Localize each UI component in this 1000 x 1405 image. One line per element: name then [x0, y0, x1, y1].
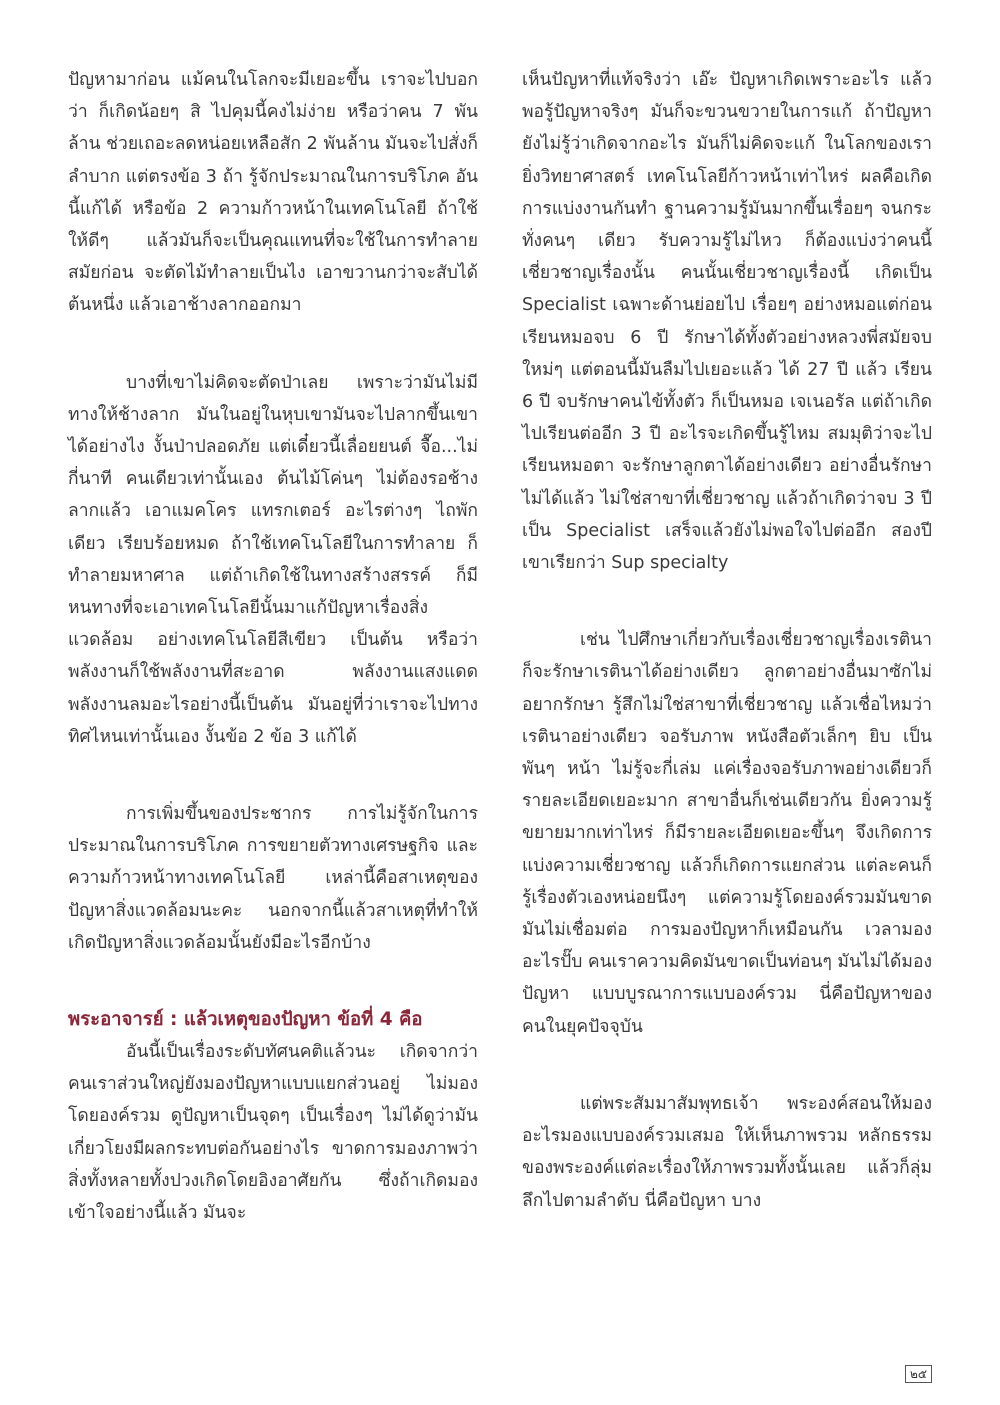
paragraph: บางที่เขาไม่คิดจะตัดป่าเลย เพราะว่ามันไม่มีทางให้ช้างลาก มันในอยู่ในหุบเขามันจะไปลากขึ้นเขาได้อย่างไง งั้นป่าปลอดภัย แต่เดี๋ยวนี้เลื่อยยนต์ จื๊อ...ไม่กี่นาที คนเดียวเท่านั้นเอง ต้นไม้โค่นๆ ไม่ต้องรอช้างลากแล้ว เอาแมคโคร แทรกเตอร์ อะไรต่างๆ ไถพักเดียว เรียบร้อยหมด ถ้าใช้เทคโนโลยีในการทำลาย ก็ทำลายมหาศาล แต่ถ้าเกิดใช้ในทางสร้างสรรค์ ก็มีหนทางที่จะเอาเทคโนโลยีนั้นมาแก้ปัญหาเรื่องสิ่งแวดล้อม อย่างเทคโนโลยีสีเขียว เป็นต้น หรือว่าพลังงานก็ใช้พลังงานที่สะอาด พลังงานแสงแดด พลังงานลมอะไรอย่างนี้เป็นต้น มันอยู่ที่ว่าเราจะไปทางทิศไหนเท่านั้นเอง งั้นข้อ 2 ข้อ 3 แก้ได้ [68, 372, 478, 747]
paragraph: เห็นปัญหาที่แท้จริงว่า เอ๊ะ ปัญหาเกิดเพราะอะไร แล้วพอรู้ปัญหาจริงๆ มันก็จะขวนขวายในการแก้ ถ้าปัญหายังไม่รู้ว่าเกิดจากอะไร มันก็ไม่คิดจะแก้ ในโลกของเรายิ่งวิทยาศาสตร์ เทคโนโลยีก้าวหน้าเท่าไหร่ ผลคือเกิดการแบ่งงานกันทำ ฐานความรู้มันมากขึ้นเรื่อยๆ จนกระทั่งคนๆ เดียว รับความรู้ไม่ไหว ก็ต้องแบ่งว่าคนนี้เชี่ยวชาญเรื่องนั้น คนนั้นเชี่ยวชาญเรื่องนี้ เกิดเป็น Specialist เฉพาะด้านย่อยไป เรื่อยๆ อย่างหมอแต่ก่อนเรียนหมอจบ 6 ปี รักษาได้ทั้งตัวอย่างหลวงพี่สมัยจบใหม่ๆ แต่ตอนนี้มันลืมไปเยอะแล้ว ได้ 27 ปี แล้ว เรียน 6 ปี จบรักษาคนไข้ทั้งตัว ก็เป็นหมอ เจเนอรัล แต่ถ้าเกิดไปเรียนต่ออีก 3 ปี อะไรจะเกิดขึ้นรู้ไหม สมมุติว่าจะไปเรียนหมอตา จะรักษาลูกตาได้อย่างเดียว อย่างอื่นรักษาไม่ได้แล้ว ไม่ใช่สาขาที่เชี่ยวชาญ แล้วถ้าเกิดว่าจบ 3 ปี เป็น Specialist เสร็จแล้วยังไม่พอใจไปต่ออีก สองปี เขาเรียกว่า Sup specialty [522, 70, 932, 574]
page-number: ๒๕ [905, 1365, 932, 1383]
right-column [522, 64, 932, 1217]
paragraph: แต่พระสัมมาสัมพุทธเจ้า พระองค์สอนให้มองอะไรมองแบบองค์รวมเสมอ ให้เห็นภาพรวม หลักธรรมของพระองค์แต่ละเรื่องให้ภาพรวมทั้งนั้นเลย แล้วก็ลุ่มลึกไปตามลำดับ นี่คือปัญหา บาง [522, 1093, 932, 1211]
paragraph: อันนี้เป็นเรื่องระดับทัศนคติแล้วนะ เกิดจากว่าคนเราส่วนใหญ่ยังมองปัญหาแบบแยกส่วนอยู่ ไม่มองโดยองค์รวม ดูปัญหาเป็นจุดๆ เป็นเรื่องๆ ไม่ได้ดูว่ามันเกี่ยวโยงมีผลกระทบต่อกันอย่างไร ขาดการมองภาพว่า สิ่งทั้งหลายทั้งปวงเกิดโดยอิงอาศัยกัน ซึ่งถ้าเกิดมองเข้าใจอย่างนี้แล้ว มันจะ [68, 1042, 478, 1224]
paragraph: การเพิ่มขึ้นของประชากร การไม่รู้จักในการประมาณในการบริโภค การขยายตัวทางเศรษฐกิจ และความก้าวหน้าทางเทคโนโลยี เหล่านี้คือสาเหตุของปัญหาสิ่งแวดล้อมนะคะ นอกจากนี้แล้วสาเหตุที่ทำให้เกิดปัญหาสิ่งแวดล้อมนั้นยังมีอะไรอีกบ้าง [68, 804, 478, 953]
left-column [68, 64, 478, 1229]
section-heading: พระอาจารย์ : แล้วเหตุของปัญหา ข้อที่ 4 คือ [68, 1009, 423, 1031]
paragraph: ปัญหามาก่อน แม้คนในโลกจะมีเยอะขึ้น เราจะไปบอกว่า ก็เกิดน้อยๆ สิ ไปคุมนี้คงไม่ง่าย หรือว่าคน 7 พันล้าน ช่วยเถอะลดหน่อยเหลือสัก 2 พันล้าน มันจะไปสั่งก็ลำบาก แต่ตรงข้อ 3 ถ้า รู้จักประมาณในการบริโภค อันนี้แก้ได้ หรือข้อ 2 ความก้าวหน้าในเทคโนโลยี ถ้าใช้ให้ดีๆ แล้วมันก็จะเป็นคุณแทนที่จะใช้ในการทำลาย สมัยก่อน จะตัดไม้ทำลายเป็นไง เอาขวานกว่าจะสับได้ต้นหนึ่ง แล้วเอาช้างลากออกมา [68, 70, 478, 316]
paragraph: เช่น ไปศึกษาเกี่ยวกับเรื่องเชี่ยวชาญเรื่องเรตินา ก็จะรักษาเรตินาได้อย่างเดียว ลูกตาอย่างอื่นมาซักไม่อยากรักษา รู้สึกไม่ใช่สาขาที่เชี่ยวชาญ แล้วเชื่อไหมว่าเรตินาอย่างเดียว จอรับภาพ หนังสือตัวเล็กๆ ยิบ เป็นพันๆ หน้า ไม่รู้จะกี่เล่ม แค่เรื่องจอรับภาพอย่างเดียวก็รายละเอียดเยอะมาก สาขาอื่นก็เช่นเดียวกัน ยิ่งความรู้ขยายมากเท่าไหร่ ก็มีรายละเอียดเยอะขึ้นๆ จึงเกิดการแบ่งความเชี่ยวชาญ แล้วก็เกิดการแยกส่วน แต่ละคนก็รู้เรื่องตัวเองหน่อยนึงๆ แต่ความรู้โดยองค์รวมมันขาด มันไม่เชื่อมต่อ การมองปัญหาก็เหมือนกัน เวลามองอะไรปั๊บ คนเราความคิดมันขาดเป็นท่อนๆ มันไม่ได้มองปัญหา แบบบูรณาการแบบองค์รวม นี่คือปัญหาของคนในยุคปัจจุบัน [522, 630, 933, 1037]
